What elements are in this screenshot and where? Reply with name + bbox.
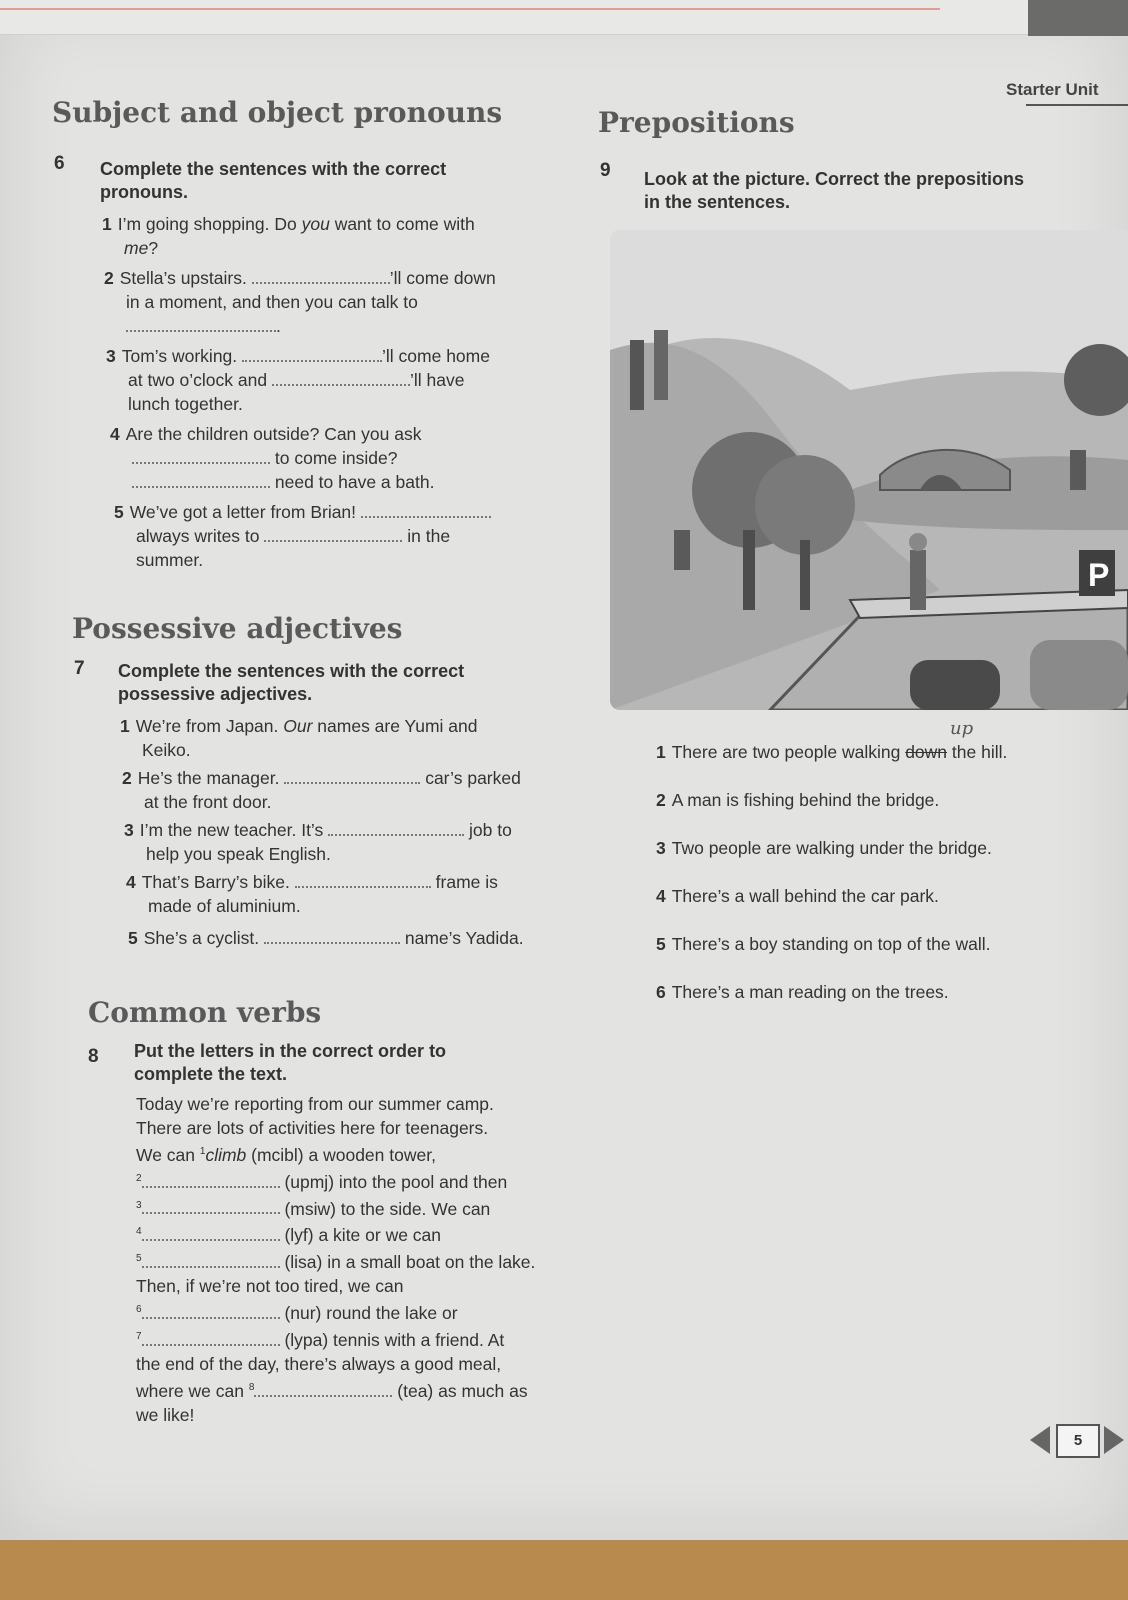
text: ’ll have bbox=[409, 370, 465, 390]
ex6-sentence-2: 2 Stella’s upstairs. ’ll come down in a moment, and then you can talk to . bbox=[104, 268, 496, 336]
text: ? bbox=[148, 238, 159, 258]
answer-blank[interactable] bbox=[361, 500, 491, 518]
gap-number: 2 bbox=[136, 1172, 142, 1184]
text: (tea) as much as bbox=[397, 1380, 528, 1401]
heading-possessive: Possessive adjectives bbox=[72, 612, 403, 645]
text: in the bbox=[402, 526, 451, 546]
text: at two o’clock and bbox=[128, 370, 272, 390]
top-strip bbox=[0, 0, 1128, 35]
fishing-man bbox=[1070, 450, 1086, 490]
text: car’s parked bbox=[425, 768, 521, 788]
text: A man is fishing behind the bridge. bbox=[671, 790, 940, 810]
answer-blank[interactable] bbox=[264, 524, 402, 542]
text: always writes to bbox=[136, 526, 265, 546]
gap-number: 7 bbox=[136, 1330, 142, 1342]
answer-blank[interactable] bbox=[328, 818, 464, 836]
heading-pronouns: Subject and object pronouns bbox=[52, 96, 503, 129]
answer-blank[interactable] bbox=[284, 766, 420, 784]
instr-line: complete the text. bbox=[134, 1064, 288, 1084]
ex6-sentence-3: 3 Tom’s working. ’ll come home at two o’clock and ’ll have lunch together. bbox=[106, 346, 490, 414]
answer-blank[interactable] bbox=[272, 368, 410, 386]
text: the hill. bbox=[947, 742, 1008, 762]
ex6-sentence-5: 5 We’ve got a letter from Brian! always writes to in the summer. bbox=[114, 500, 554, 572]
exercise-9-number: 9 bbox=[600, 160, 611, 181]
boy-head bbox=[909, 533, 927, 551]
text: There’s a wall behind the car park. bbox=[671, 886, 939, 906]
instr-line: Put the letters in the correct order to bbox=[134, 1041, 447, 1061]
text: I’m the new teacher. It’s bbox=[139, 820, 329, 840]
exercise-8-instruction bbox=[134, 1040, 446, 1086]
text: at the front door. bbox=[144, 792, 272, 812]
answer-blank[interactable] bbox=[126, 314, 276, 332]
ex9-sentence-1: 1 There are two people walking down the hill. bbox=[656, 742, 1008, 762]
unit-underline bbox=[1026, 104, 1128, 106]
text-line bbox=[136, 1247, 576, 1274]
text: Keiko. bbox=[142, 740, 191, 760]
heading-prepositions: Prepositions bbox=[598, 106, 795, 139]
text: names are Yumi and bbox=[312, 716, 478, 736]
text: want to come with bbox=[329, 214, 475, 234]
parking-sign-letter: P bbox=[1088, 557, 1110, 593]
ex9-sentence-6: 6 There’s a man reading on the trees. bbox=[656, 982, 949, 1002]
gap-number: 3 bbox=[136, 1199, 142, 1211]
ex6-sentence-1: 1 I’m going shopping. Do you want to come with me? bbox=[102, 214, 475, 258]
tree-trunk bbox=[800, 540, 810, 610]
text: (msiw) to the side. We can bbox=[284, 1198, 491, 1219]
example-answer: you bbox=[301, 214, 330, 234]
answer-blank[interactable] bbox=[242, 344, 382, 362]
exercise-8-number: 8 bbox=[88, 1046, 99, 1067]
answer-blank[interactable] bbox=[142, 1223, 280, 1241]
text: ’ll come home bbox=[382, 346, 490, 366]
parked-car bbox=[910, 660, 1000, 710]
heading-verbs: Common verbs bbox=[88, 996, 322, 1029]
ex6-sentence-4: 4 Are the children outside? Can you ask to come inside? need to have a bath. bbox=[110, 424, 435, 492]
text-line bbox=[136, 1376, 576, 1403]
gap-number: 4 bbox=[136, 1226, 142, 1238]
text: to come inside? bbox=[274, 448, 398, 468]
text: I’m going shopping. Do bbox=[117, 214, 302, 234]
text: (mcibl) a wooden tower, bbox=[246, 1144, 436, 1165]
answer-blank[interactable] bbox=[254, 1379, 392, 1397]
gap-number: 1 bbox=[199, 1146, 206, 1157]
instr-line: possessive adjectives. bbox=[118, 684, 313, 704]
text: in a moment, and then you can talk to bbox=[126, 292, 418, 312]
instr-line: Complete the sentences with the correct bbox=[100, 159, 447, 179]
text: ’ll come down bbox=[389, 268, 496, 288]
ex8-text bbox=[136, 1092, 576, 1427]
text: summer. bbox=[136, 550, 204, 570]
gap-number: 8 bbox=[248, 1381, 255, 1393]
ex9-sentence-3: 3 Two people are walking under the bridge. bbox=[656, 838, 992, 858]
unit-label: Starter Unit bbox=[1006, 80, 1099, 99]
instr-line: in the sentences. bbox=[644, 192, 791, 212]
ex9-sentence-4: 4 There’s a wall behind the car park. bbox=[656, 886, 939, 906]
exercise-7-number: 7 bbox=[74, 658, 85, 679]
answer-blank[interactable] bbox=[295, 870, 431, 888]
top-rule bbox=[0, 8, 940, 10]
reading-man bbox=[674, 530, 690, 570]
text: We’re from Japan. bbox=[135, 716, 284, 736]
text: There are two people walking bbox=[671, 742, 906, 762]
instr-line: Look at the picture. Correct the prepositions bbox=[644, 169, 1025, 189]
previous-page-arrow-icon[interactable] bbox=[1030, 1426, 1050, 1454]
answer-blank[interactable] bbox=[132, 446, 270, 464]
instr-line: Complete the sentences with the correct bbox=[118, 661, 465, 681]
text: need to have a bath. bbox=[274, 472, 435, 492]
ex7-sentence-5: 5 She’s a cyclist. name’s Yadida. bbox=[128, 928, 524, 948]
ex9-sentence-5: 5 There’s a boy standing on top of the wall. bbox=[656, 934, 991, 954]
landscape-illustration bbox=[610, 230, 1128, 710]
text-line bbox=[136, 1194, 576, 1221]
page-number: 5 bbox=[1056, 1424, 1100, 1458]
text: That’s Barry’s bike. bbox=[141, 872, 295, 892]
text-line bbox=[136, 1325, 576, 1352]
answer-blank[interactable] bbox=[264, 926, 400, 944]
answer-blank[interactable] bbox=[142, 1328, 280, 1346]
text: lunch together. bbox=[128, 394, 243, 414]
answer-blank[interactable] bbox=[142, 1170, 280, 1188]
text: help you speak English. bbox=[146, 844, 331, 864]
text: where we can bbox=[136, 1380, 249, 1401]
text: Stella’s upstairs. bbox=[119, 268, 252, 288]
text: He’s the manager. bbox=[137, 768, 285, 788]
exercise-6-number: 6 bbox=[54, 153, 65, 174]
text-line: the end of the day, there’s always a good meal, bbox=[136, 1353, 502, 1374]
landscape-svg bbox=[610, 230, 1128, 710]
parked-car bbox=[1030, 640, 1128, 710]
next-page-arrow-icon[interactable] bbox=[1104, 1426, 1124, 1454]
text-line: Today we’re reporting from our summer camp. bbox=[136, 1094, 494, 1114]
text-line bbox=[136, 1220, 576, 1247]
gap-number: 5 bbox=[136, 1253, 142, 1265]
answer-blank[interactable] bbox=[132, 470, 270, 488]
instr-line: pronouns. bbox=[100, 182, 188, 202]
text-line: There are lots of activities here for teenagers. bbox=[136, 1118, 489, 1138]
answer-blank[interactable] bbox=[142, 1250, 280, 1268]
text: job to bbox=[469, 820, 512, 840]
handwritten-correction: up bbox=[950, 718, 974, 739]
ex7-sentence-2: 2 He’s the manager. car’s parked at the front door. bbox=[122, 768, 521, 812]
example-answer: climb bbox=[205, 1144, 247, 1165]
exercise-6-instruction bbox=[100, 158, 446, 204]
ex7-sentence-4: 4 That’s Barry’s bike. frame is made of aluminium. bbox=[126, 872, 498, 916]
gap-number: 6 bbox=[136, 1304, 142, 1316]
text: name’s Yadida. bbox=[404, 928, 524, 948]
text: (upmj) into the pool and then bbox=[284, 1171, 508, 1192]
text: (nur) round the lake or bbox=[284, 1302, 458, 1323]
text: She’s a cyclist. bbox=[143, 928, 265, 948]
text: Two people are walking under the bridge. bbox=[671, 838, 992, 858]
text: There’s a man reading on the trees. bbox=[671, 982, 949, 1002]
text-line bbox=[136, 1167, 576, 1194]
text: (lypa) tennis with a friend. At bbox=[284, 1329, 505, 1350]
exercise-7-instruction bbox=[118, 660, 464, 706]
hiker bbox=[630, 340, 644, 410]
tree-trunk bbox=[743, 530, 755, 610]
ex7-sentence-3: 3 I’m the new teacher. It’s job to help you speak English. bbox=[124, 820, 512, 864]
ex9-sentence-2: 2 A man is fishing behind the bridge. bbox=[656, 790, 940, 810]
answer-blank[interactable] bbox=[142, 1196, 280, 1214]
text: Tom’s working. bbox=[121, 346, 243, 366]
text: frame is bbox=[435, 872, 498, 892]
example-answer: Our bbox=[283, 716, 313, 736]
exercise-9-instruction bbox=[644, 168, 1024, 214]
text-line: Then, if we’re not too tired, we can bbox=[136, 1276, 404, 1297]
corner-shadow bbox=[1028, 0, 1128, 36]
ex7-sentence-1: 1 We’re from Japan. Our names are Yumi and Keiko. bbox=[120, 716, 478, 760]
text: We can bbox=[136, 1144, 200, 1165]
answer-blank[interactable] bbox=[142, 1301, 280, 1319]
text-line: we like! bbox=[136, 1404, 195, 1425]
struck-word: down bbox=[905, 742, 948, 762]
text: Are the children outside? Can you ask bbox=[125, 424, 422, 444]
example-answer: me bbox=[124, 238, 149, 258]
answer-blank[interactable] bbox=[252, 266, 390, 284]
text-line bbox=[136, 1140, 576, 1167]
text: We’ve got a letter from Brian! bbox=[129, 502, 361, 522]
text: There’s a boy standing on top of the wall. bbox=[671, 934, 991, 954]
text: (lyf) a kite or we can bbox=[284, 1225, 442, 1246]
text-line bbox=[136, 1298, 576, 1325]
hiker bbox=[654, 330, 668, 400]
text: (lisa) in a small boat on the lake. bbox=[284, 1252, 536, 1273]
text: made of aluminium. bbox=[148, 896, 301, 916]
boy-with-binoculars bbox=[910, 550, 926, 610]
